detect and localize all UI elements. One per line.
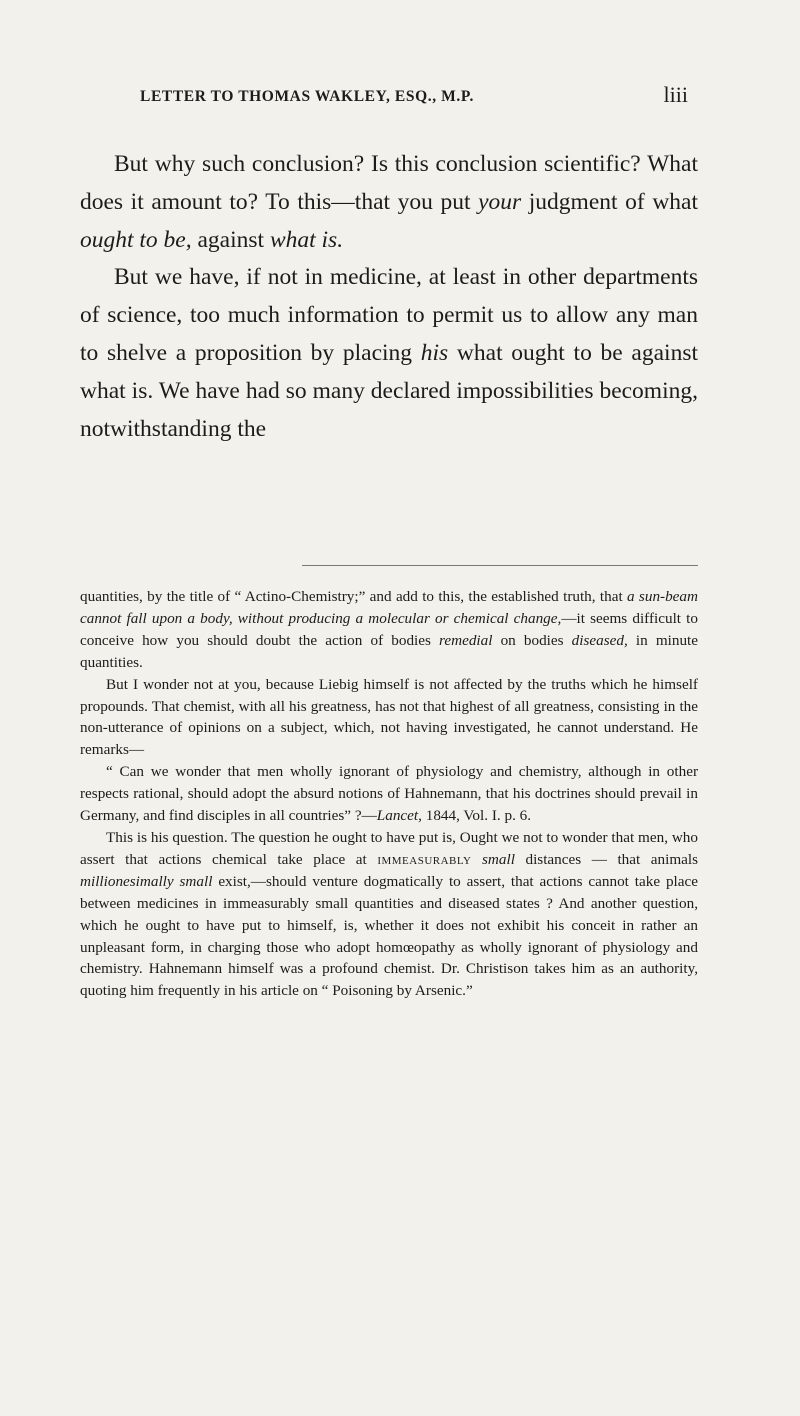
italic-text: millionesimally small — [80, 872, 213, 890]
footnote — [80, 586, 698, 1002]
main-text — [80, 146, 698, 448]
italic-text: diseased, — [571, 631, 628, 649]
text-run: But why such conclusion? Is this conclusion scientific? What does it amount to? To this—that you put — [80, 151, 698, 215]
paragraph — [80, 146, 698, 259]
running-header — [112, 82, 688, 107]
text-run: “ Can we wonder that men wholly ignorant of physiology and chemistry, although in other respects rational, should adopt the absurd notions of Hahnemann, that his doctrines should prevail in Germany, and find disciples in all countries” ?— — [80, 763, 698, 825]
text-run: 1844, Vol. I. p. 6. — [421, 807, 532, 825]
footnote-paragraph: But I wonder not at you, because Liebig himself is not affected by the truths which he himself propounds. That chemist, with all his greatness, has not that highest of all greatness, consisting in the non-utterance of opinions on a subject, which, not having investigated, he cannot understand. He remarks— — [80, 675, 698, 759]
italic-text: his — [420, 339, 449, 366]
italic-text: ought to be, — [80, 226, 192, 253]
text-run: in minute quantities. — [80, 631, 699, 671]
page-number: liii — [663, 82, 688, 107]
text-run: quantities, by the title of “ Actino-Chemistry;” and add to this, the established truth, that — [80, 588, 628, 605]
text-run: against — [191, 226, 270, 253]
text-run: This is his question. The question he ought to have put is, Ought we not to wonder that men, who assert that actions chemical take place at — [80, 828, 698, 868]
text-run: exist,—should venture dogmatically to assert, that actions cannot take place between medicines in immeasurably small quantities and diseased states ? And another question, which he ought to have put to himself, is, whether it does not exhibit his conceit in rather an unpleasant form, in charging those who adopt homœopathy as wholly ignorant of physiology and chemistry. Hahnemann himself was a profound chemist. Dr. Christison takes him as an authority, quoting him frequently in his article on “ Poisoning by Arsenic.” — [80, 872, 698, 1000]
small-caps-text: immeasurably — [377, 850, 472, 868]
text-run: distances — that animals — [514, 850, 699, 868]
italic-text: Lancet, — [376, 807, 422, 825]
footnote-divider — [302, 565, 698, 566]
text-run: judgment of what — [521, 188, 698, 215]
text-run — [471, 851, 482, 868]
text-run: But we have, if not in medicine, at least in other departments of science, too much information to permit us to allow any man to shelve a proposition by placing — [80, 264, 698, 366]
footnote-paragraph — [80, 827, 698, 1002]
footnote-paragraph — [80, 761, 698, 827]
text-run: on bodies — [492, 631, 572, 649]
italic-text: remedial — [439, 631, 493, 649]
text-run: —it seems difficult to conceive how you should doubt the action of bodies — [80, 609, 698, 649]
footnote-paragraph — [80, 586, 698, 674]
italic-text: what is. — [269, 226, 344, 253]
italic-text: your — [478, 188, 522, 215]
italic-text: a sun-beam cannot fall upon a body, without producing a molecular or chemical change, — [80, 588, 698, 627]
running-title: LETTER TO THOMAS WAKLEY, ESQ., M.P. — [140, 88, 474, 105]
text-run: what ought to be against what is. We have had so many declared impossibilities becoming, notwithstanding the — [80, 339, 699, 442]
paragraph — [80, 259, 698, 448]
italic-text: small — [482, 850, 515, 868]
